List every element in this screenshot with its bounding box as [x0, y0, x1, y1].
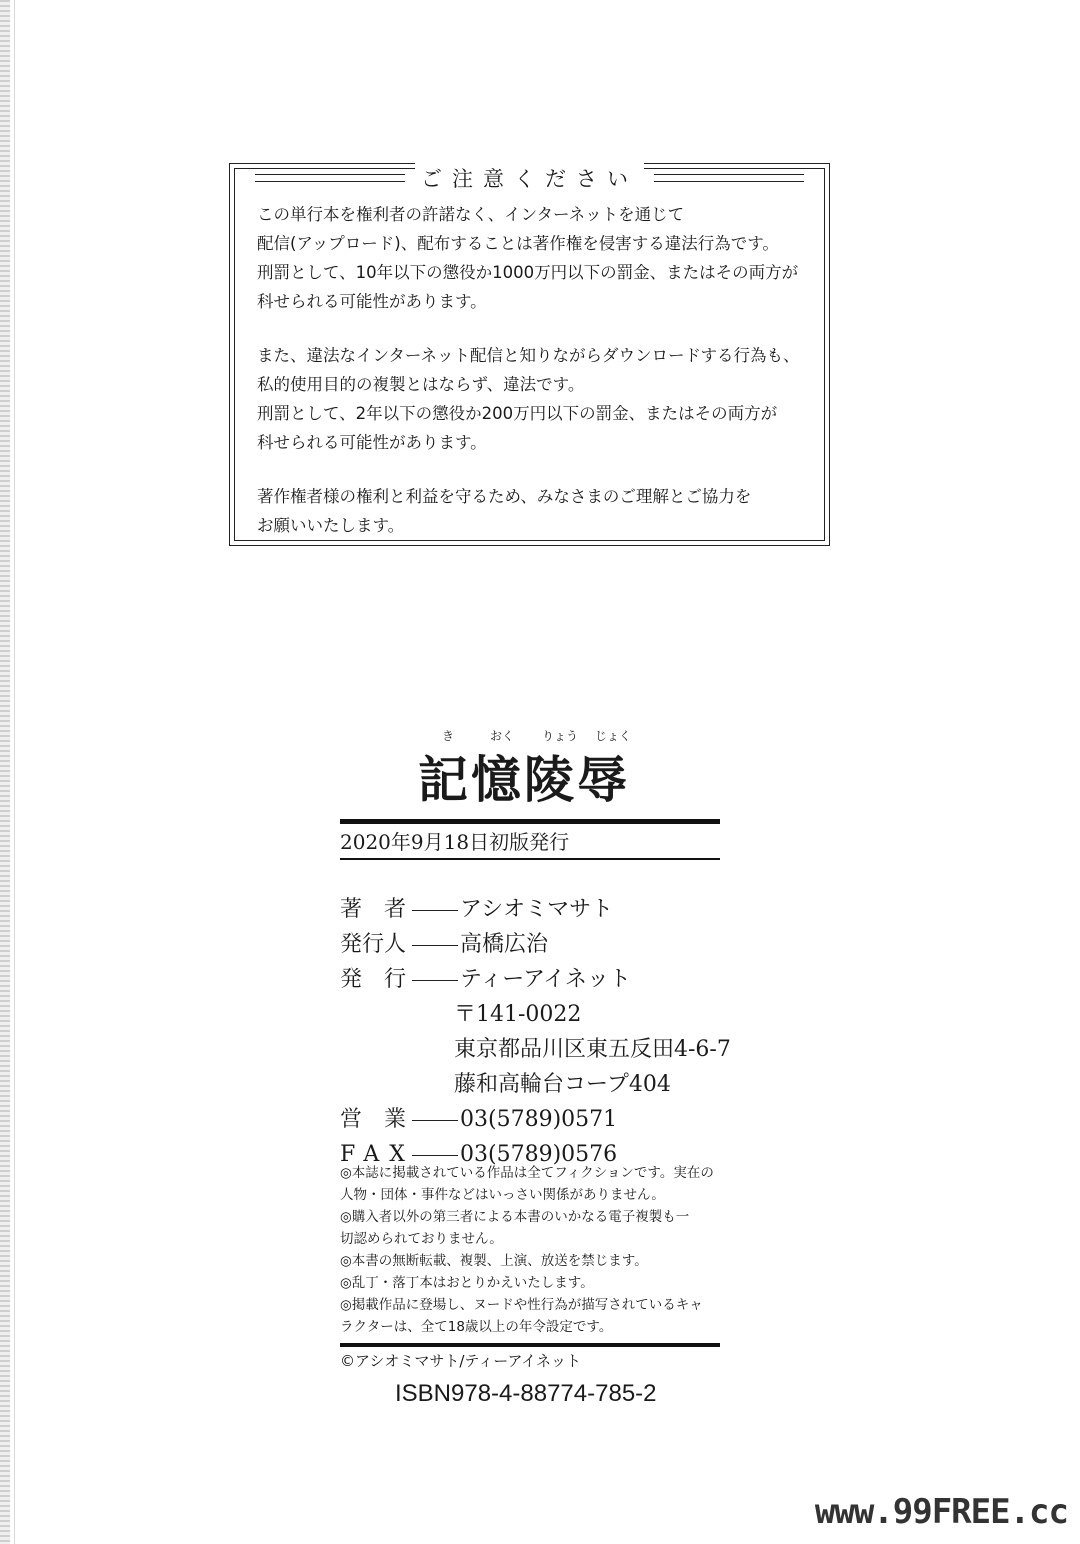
- note-line: ◎購入者以外の第三者による本書のいかなる電子複製も一: [340, 1209, 690, 1225]
- note-line: ◎掲載作品に登場し、ヌードや性行為が描写されているキャ: [340, 1297, 703, 1313]
- edition-date: 2020年9月18日初版発行: [340, 830, 570, 854]
- postal-code: 〒141-0022: [454, 1002, 582, 1027]
- book-title: 記憶陵辱: [418, 750, 630, 809]
- publisher-label: 発行: [340, 967, 429, 992]
- publisher-person: 高橋広治: [460, 932, 549, 957]
- publisher-name: ティーアイネット: [460, 967, 631, 992]
- scan-gutter: [0, 0, 10, 1544]
- notice-line: また、違法なインターネット配信と知りながらダウンロードする行為も、: [257, 346, 800, 365]
- notice-title-rule-right: [654, 174, 804, 182]
- notice-paragraph-3: [257, 482, 817, 540]
- ruby-joku: じょく: [595, 729, 632, 743]
- note-line: ラクターは、全て18歳以上の年令設定です。: [340, 1319, 613, 1335]
- notice-paragraph-2: [257, 341, 817, 457]
- ruby-ryou: りょう: [542, 729, 579, 743]
- author-row: [340, 892, 731, 927]
- notice-line: この単行本を権利者の許諾なく、インターネットを通じて: [257, 205, 685, 224]
- notice-line: 科せられる可能性があります。: [257, 433, 487, 452]
- edition-rule: [340, 858, 720, 860]
- sales-phone: 03(5789)0571: [460, 1107, 618, 1132]
- notice-line: お願いいたします。: [257, 516, 405, 535]
- notes-rule: [340, 1343, 720, 1347]
- sales-row: [340, 1102, 731, 1137]
- publisher-person-label: 発行人: [340, 932, 407, 957]
- author-name: アシオミマサト: [460, 897, 614, 922]
- notice-line: 科せられる可能性があります。: [257, 292, 487, 311]
- sales-label: 営業: [340, 1107, 429, 1132]
- ruby-ki: き: [442, 729, 455, 743]
- notice-line: 配信(アップロード)、配布することは著作権を侵害する違法行為です。: [257, 234, 779, 253]
- fax-label: FAX: [340, 1142, 415, 1167]
- note-line: ◎乱丁・落丁本はおとりかえいたします。: [340, 1275, 594, 1291]
- notice-title: ご注意ください: [415, 163, 644, 193]
- notice-line: 私的使用目的の複製とはならず、違法です。: [257, 375, 585, 394]
- notice-title-bar: [229, 163, 830, 193]
- note-line: ◎本書の無断転載、複製、上演、放送を禁じます。: [340, 1253, 648, 1269]
- notice-body: [257, 200, 817, 565]
- colophon: [340, 892, 731, 1172]
- author-label: 著者: [340, 897, 429, 922]
- notice-line: 著作権者様の権利と利益を守るため、みなさまのご理解とご協力を: [257, 487, 752, 506]
- copyright: ©アシオミマサト/ティーアイネット: [340, 1352, 582, 1370]
- address-line-2: 藤和高輪台コープ404: [454, 1072, 671, 1097]
- publisher-person-row: [340, 927, 731, 962]
- note-line: 切認められておりません。: [340, 1231, 503, 1247]
- notice-line: 刑罰として、2年以下の懲役か200万円以下の罰金、またはその両方が: [257, 404, 778, 423]
- title-rule: [340, 819, 720, 824]
- watermark: www.99FREE.cc: [814, 1492, 1068, 1532]
- ruby-oku: おく: [490, 729, 515, 743]
- isbn: ISBN978-4-88774-785-2: [395, 1380, 657, 1407]
- note-line: ◎本誌に掲載されている作品は全てフィクションです。実在の: [340, 1165, 714, 1181]
- address-line-1: 東京都品川区東五反田4-6-7: [454, 1037, 731, 1062]
- publisher-row: [340, 962, 731, 997]
- notice-paragraph-1: [257, 200, 817, 316]
- scan-gutter-line: [14, 0, 15, 1544]
- fax-number: 03(5789)0576: [460, 1142, 618, 1167]
- notice-line: 刑罰として、10年以下の懲役か1000万円以下の罰金、またはその両方が: [257, 263, 799, 282]
- note-line: 人物・団体・事件などはいっさい関係がありません。: [340, 1187, 665, 1203]
- notice-title-rule-left: [255, 174, 405, 182]
- legal-notes: [340, 1162, 714, 1338]
